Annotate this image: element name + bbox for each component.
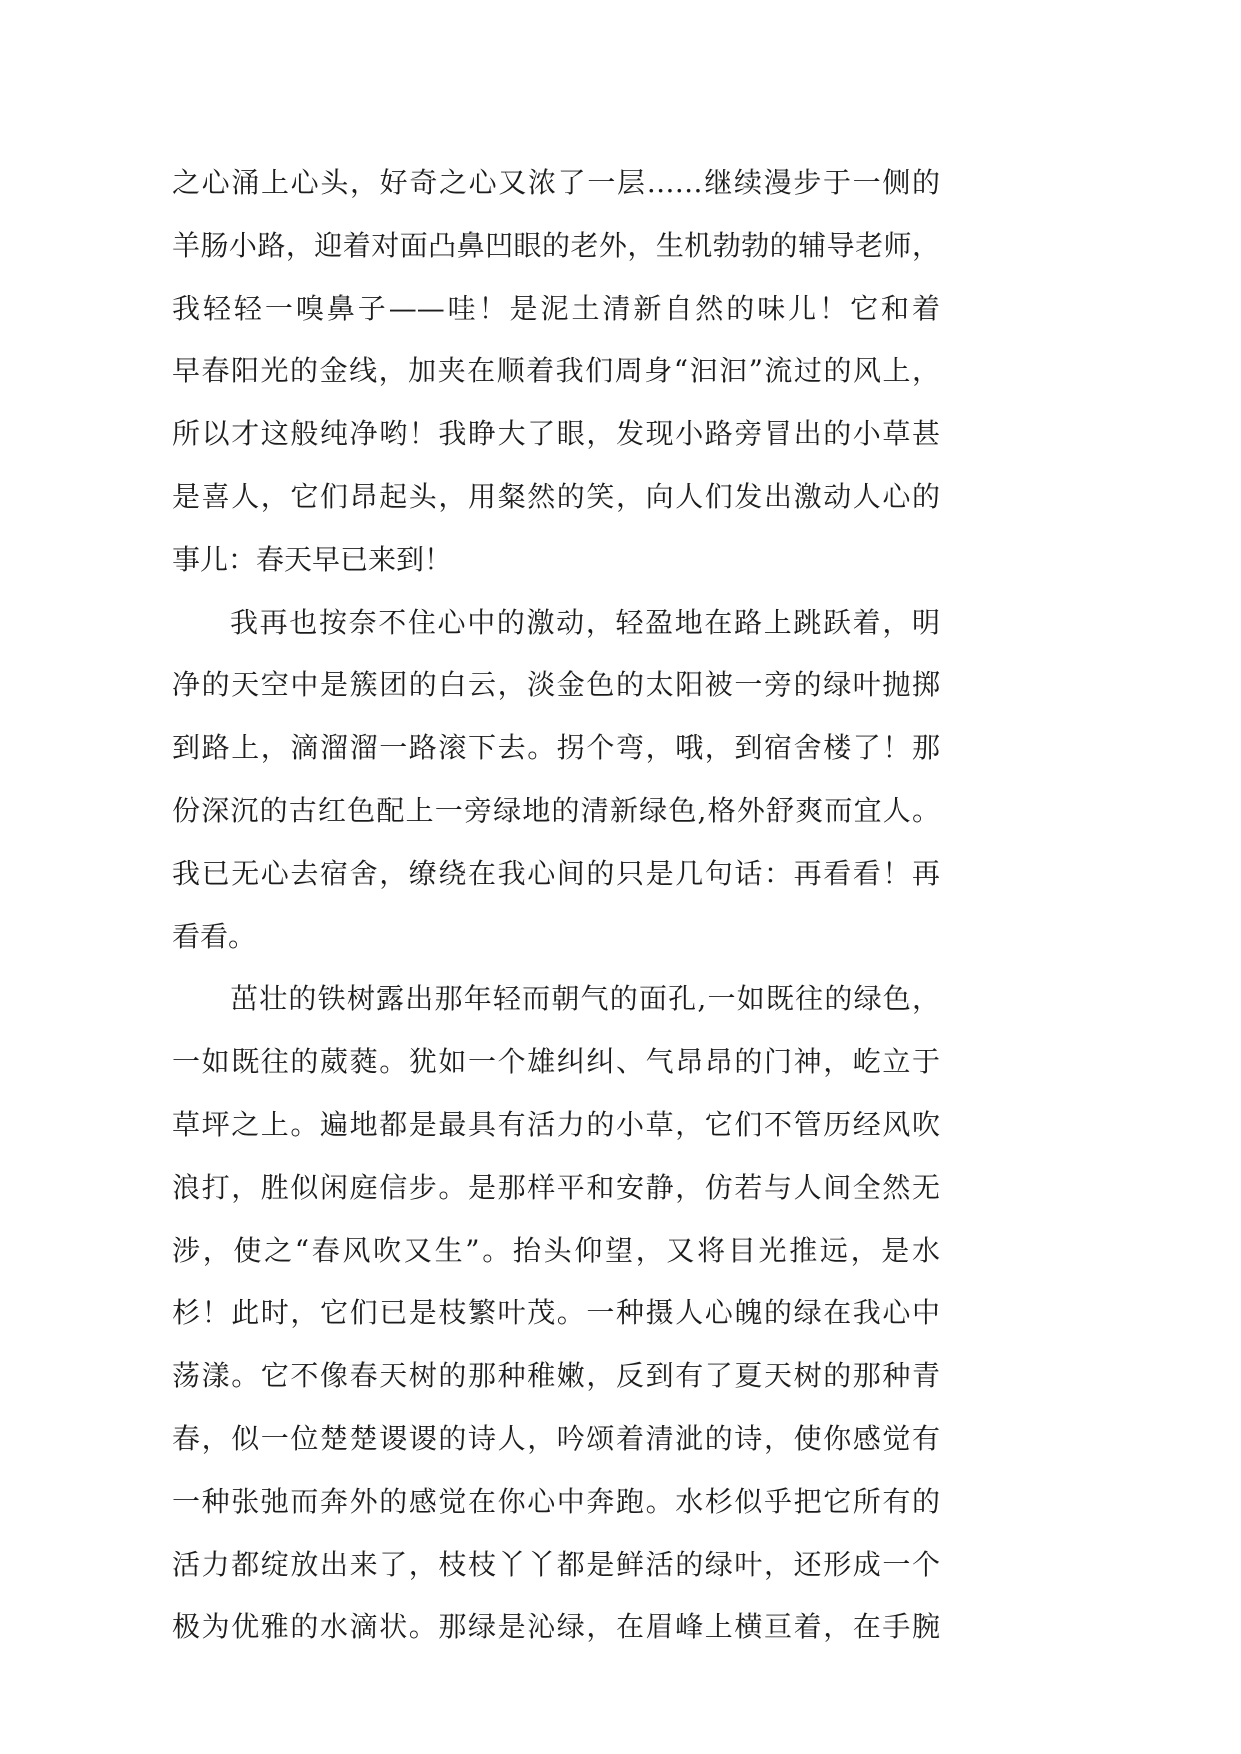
text-line: 到路上，滴溜溜一路滚下去。拐个弯，哦，到宿舍楼了！那: [172, 731, 940, 765]
paragraph-continuation: [172, 152, 940, 592]
text-line: 是喜人，它们昂起头，用粲然的笑，向人们发出激动人心的: [172, 479, 940, 513]
text-line: 看看。: [172, 919, 257, 953]
text-line: 净的天空中是簇团的白云，淡金色的太阳被一旁的绿叶抛掷: [172, 668, 940, 702]
text-line: 早春阳光的金线，加夹在顺着我们周身“汩汩”流过的风上，: [172, 354, 940, 388]
document-body: [172, 152, 940, 1659]
text-line: 杉！此时，它们已是枝繁叶茂。一种摄人心魄的绿在我心中: [172, 1296, 940, 1330]
paragraph: [172, 592, 940, 969]
text-line: 所以才这般纯净哟！我睁大了眼，发现小路旁冒出的小草甚: [172, 417, 940, 451]
text-line: 荡漾。它不像春天树的那种稚嫩，反到有了夏天树的那种青: [172, 1359, 940, 1393]
text-line: 羊肠小路，迎着对面凸鼻凹眼的老外，生机勃勃的辅导老师，: [172, 228, 940, 262]
text-line: 茁壮的铁树露出那年轻而朝气的面孔,一如既往的绿色，: [230, 982, 940, 1016]
text-line: 之心涌上心头，好奇之心又浓了一层……继续漫步于一侧的: [172, 166, 940, 199]
text-line: 一如既往的葳蕤。犹如一个雄纠纠、气昂昂的门神，屹立于: [172, 1045, 940, 1079]
text-line: 浪打，胜似闲庭信步。是那样平和安静，仿若与人间全然无: [172, 1170, 940, 1204]
text-line: 我再也按奈不住心中的激动，轻盈地在路上跳跃着，明: [230, 605, 940, 639]
text-line: 事儿：春天早已来到！: [172, 542, 453, 576]
text-line: 一种张弛而奔外的感觉在你心中奔跑。水杉似乎把它所有的: [172, 1484, 940, 1518]
text-line: 我已无心去宿舍，缭绕在我心间的只是几句话：再看看！再: [172, 856, 940, 890]
text-line: 涉，使之“春风吹又生”。抬头仰望，又将目光推远，是水: [172, 1233, 940, 1267]
text-line: 春，似一位楚楚谡谡的诗人，吟颂着清泚的诗，使你感觉有: [172, 1421, 940, 1455]
text-line: 极为优雅的水滴状。那绿是沁绿，在眉峰上横亘着，在手腕: [172, 1610, 940, 1644]
text-line: 份深沉的古红色配上一旁绿地的清新绿色,格外舒爽而宜人。: [172, 793, 940, 827]
text-line: 活力都绽放出来了，枝枝丫丫都是鲜活的绿叶，还形成一个: [172, 1547, 940, 1581]
text-line: 草坪之上。遍地都是最具有活力的小草，它们不管历经风吹: [172, 1107, 940, 1141]
text-line: 我轻轻一嗅鼻子——哇！是泥土清新自然的味儿！它和着: [172, 291, 940, 325]
paragraph: [172, 968, 940, 1659]
